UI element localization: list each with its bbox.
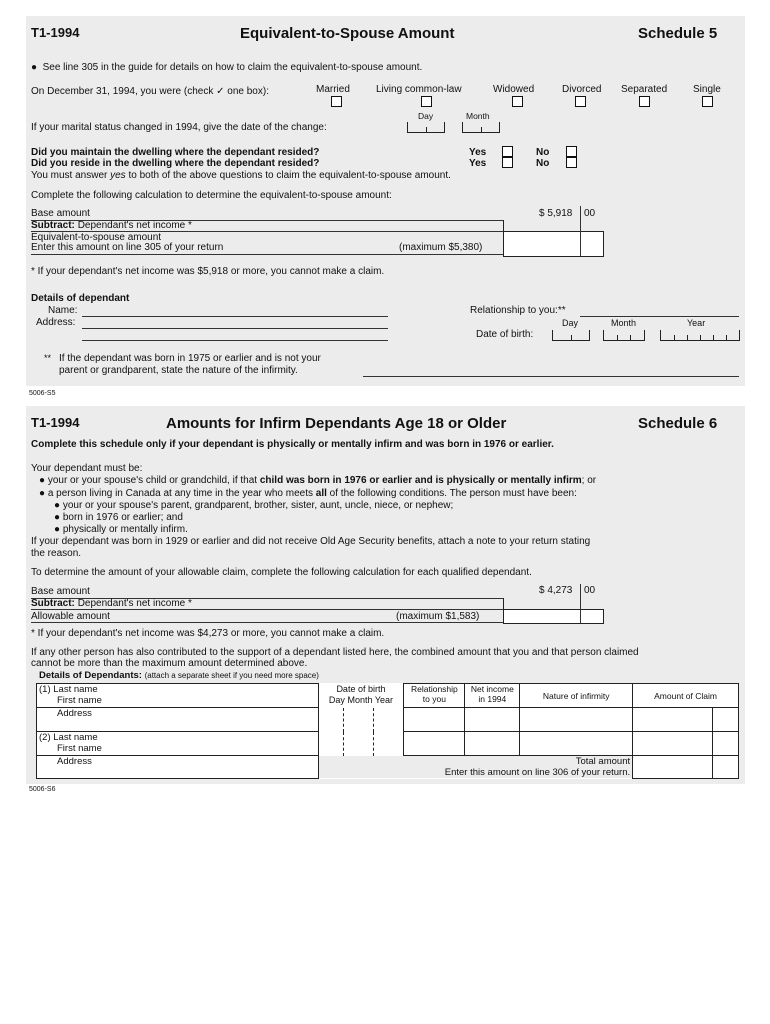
change-month-field[interactable] [462, 122, 500, 133]
row1-claim-dollars[interactable] [633, 708, 713, 732]
s6-combined-note-1: If any other person has also contributed to the support of a dependant listed here, the combined amount that you and that person claimed [31, 647, 639, 658]
status-checkbox-single[interactable] [702, 96, 713, 107]
row2-address-label: Address [57, 756, 92, 767]
s6-sub-bullet-3: ● physically or mentally infirm. [54, 524, 188, 535]
row2-last-name-label: (2) Last name [39, 732, 98, 743]
row2-dob-year[interactable] [374, 732, 404, 756]
total-amount-label: Total amount [575, 756, 631, 767]
dob-day-header: Day [328, 694, 345, 705]
status-checkbox-common-law[interactable] [421, 96, 432, 107]
s6-subtract-row: Subtract: Dependant's net income * [31, 598, 192, 609]
dob-month-header: Month [347, 694, 373, 705]
row2-last-name-cell[interactable] [37, 732, 319, 756]
row1-last-name-cell[interactable] [37, 684, 319, 708]
s5-name-field[interactable] [82, 316, 388, 317]
row1-first-name-label: First name [57, 695, 102, 706]
s6-form-id: T1-1994 [31, 415, 80, 430]
s5-footnote: * If your dependant's net income was $5,918 or more, you cannot make a claim. [31, 266, 385, 277]
net-income-header: Net income in 1994 [465, 684, 520, 708]
s5-enter-line-305: Enter this amount on line 305 of your return [31, 242, 224, 253]
row1-last-name-label: (1) Last name [39, 684, 98, 695]
total-label-cell [318, 756, 633, 779]
s5-maximum: (maximum $5,380) [399, 242, 483, 253]
s6-base-amount-label: Base amount [31, 586, 90, 597]
s5-address-field-1[interactable] [82, 328, 388, 329]
s5-dob-day-field[interactable] [552, 330, 590, 341]
maintain-no-checkbox[interactable] [566, 146, 577, 157]
status-label-widowed: Widowed [493, 84, 535, 95]
status-label-divorced: Divorced [562, 84, 602, 95]
dob-header: Date of birth Day Month Year [328, 683, 393, 705]
s6-bullet-1: ● your or your spouse's child or grandchild, if that child was born in 1976 or earlier and is physically or mentally infirm; or [39, 475, 597, 486]
reside-yes-checkbox[interactable] [502, 157, 513, 168]
maintain-yes-checkbox[interactable] [502, 146, 513, 157]
s5-status-prompt: On December 31, 1994, you were (check ✓ one box): [31, 86, 269, 97]
s5-relationship-field[interactable] [580, 316, 739, 317]
dob-year-header: Year [374, 694, 393, 705]
s5-form-id: T1-1994 [31, 25, 80, 40]
row1-dob-month[interactable] [344, 708, 374, 732]
s5-dob-year-label: Year [687, 318, 706, 328]
status-label-single: Single [693, 84, 721, 95]
s5-base-amount-cents: 00 [584, 208, 596, 219]
status-checkbox-widowed[interactable] [512, 96, 523, 107]
status-checkbox-separated[interactable] [639, 96, 650, 107]
row1-relationship[interactable] [404, 708, 465, 732]
row2-relationship[interactable] [404, 732, 465, 756]
s6-bullet-2: ● a person living in Canada at any time in the year who meets all of the following conditions. The person must have been: [39, 488, 577, 499]
s5-ets-amount-field[interactable] [503, 231, 604, 257]
s5-bullet-guide: ● See line 305 in the guide for details on how to claim the equivalent-to-spouse amount. [31, 62, 423, 73]
s5-base-amount-label: Base amount [31, 208, 90, 219]
s5-calc-intro: Complete the following calculation to determine the equivalent-to-spouse amount: [31, 190, 392, 201]
maintain-yes-label: Yes [469, 147, 487, 158]
s6-footnote: * If your dependant's net income was $4,273 or more, you cannot make a claim. [31, 628, 385, 639]
s6-title: Amounts for Infirm Dependants Age 18 or Older [166, 415, 507, 432]
s5-name-label: Name: [48, 305, 78, 316]
row1-address-cell[interactable] [37, 708, 319, 732]
bullet-icon: ● [39, 475, 46, 486]
row2-claim-dollars[interactable] [633, 732, 713, 756]
s5-infirm-note-line-1: If the dependant was born in 1975 or earlier and is not your [59, 353, 321, 364]
s6-form-code: 5006-S6 [29, 786, 56, 793]
row2-claim-cents[interactable] [713, 732, 739, 756]
total-enter-line-306: Enter this amount on line 306 of your return. [444, 767, 631, 778]
s5-ets-amount-label: Equivalent-to-spouse amount [31, 232, 162, 243]
reside-yes-label: Yes [469, 158, 487, 169]
s5-infirm-note-marker: ** [44, 353, 52, 363]
s6-must-be: Your dependant must be: [31, 463, 143, 474]
row2-dob-day[interactable] [318, 732, 344, 756]
row2-address-cell[interactable] [37, 756, 319, 779]
change-day-label: Day [418, 111, 434, 121]
s6-calc-intro: To determine the amount of your allowable claim, complete the following calculation for each qualified dependant. [31, 567, 532, 578]
s5-dob-month-field[interactable] [603, 330, 645, 341]
s5-details-title: Details of dependant [31, 293, 130, 304]
s6-sub-bullet-1: ● your or your spouse's parent, grandparent, brother, sister, aunt, uncle, niece, or nephew; [54, 500, 454, 511]
s5-address-field-2[interactable] [82, 340, 388, 341]
must-answer-note: You must answer yes to both of the above questions to claim the equivalent-to-spouse amount. [31, 170, 451, 181]
s6-base-amount-cents: 00 [584, 585, 596, 596]
s5-infirmity-field[interactable] [363, 376, 739, 377]
s6-combined-note-2: cannot be more than the maximum amount determined above. [31, 658, 308, 669]
row2-infirmity[interactable] [520, 732, 633, 756]
s5-title: Equivalent-to-Spouse Amount [240, 25, 455, 42]
relationship-header: Relationship to you [404, 684, 465, 708]
bullet-icon: ● [54, 500, 61, 511]
row2-first-name-label: First name [57, 743, 102, 754]
row1-dob-year[interactable] [374, 708, 404, 732]
reside-no-label: No [536, 158, 550, 169]
s6-maximum: (maximum $1,583) [396, 611, 480, 622]
row1-infirmity[interactable] [520, 708, 633, 732]
s5-dob-day-label: Day [562, 318, 579, 328]
check-mark-icon: ✓ [216, 86, 225, 97]
row1-address-label: Address [57, 708, 92, 719]
s6-dependants-table [36, 683, 739, 779]
bullet-icon: ● [31, 62, 38, 73]
s6-intro: Complete this schedule only if your dependant is physically or mentally infirm and was born in 1976 or earlier. [31, 439, 554, 450]
bullet-icon: ● [54, 512, 61, 523]
s5-schedule-label: Schedule 5 [638, 25, 718, 42]
change-date-prompt: If your marital status changed in 1994, give the date of the change: [31, 122, 327, 133]
change-day-field[interactable] [407, 122, 445, 133]
row1-claim-cents[interactable] [713, 708, 739, 732]
s5-address-label: Address: [36, 317, 76, 328]
s5-relationship-label: Relationship to you:** [470, 305, 566, 316]
status-label-common-law: Living common-law [376, 84, 462, 95]
s6-schedule-label: Schedule 6 [638, 415, 718, 432]
s6-allowable-label: Allowable amount [31, 611, 110, 622]
claim-header: Amount of Claim [633, 684, 739, 708]
s6-sub-bullet-2: ● born in 1976 or earlier; and [54, 512, 183, 523]
s5-base-amount-dollars: $ 5,918 [539, 208, 573, 219]
total-claim-cents[interactable] [713, 756, 739, 779]
s5-infirm-note-line-2: parent or grandparent, state the nature of the infirmity. [59, 365, 298, 376]
row2-dob-month[interactable] [344, 732, 374, 756]
s5-dob-month-label: Month [611, 318, 637, 328]
reside-no-checkbox[interactable] [566, 157, 577, 168]
status-label-married: Married [316, 84, 350, 95]
infirmity-header: Nature of infirmity [520, 684, 633, 708]
bullet-icon: ● [39, 488, 46, 499]
s6-details-title: Details of Dependants: (attach a separate sheet if you need more space) [39, 670, 319, 681]
status-label-separated: Separated [621, 84, 668, 95]
row2-net-income[interactable] [465, 732, 520, 756]
question-reside-dwelling: Did you reside in the dwelling where the dependant resided? [31, 158, 320, 169]
s5-dob-label: Date of birth: [476, 329, 534, 340]
bullet-icon: ● [54, 524, 61, 535]
s5-form-code: 5006-S5 [29, 390, 56, 397]
status-checkbox-divorced[interactable] [575, 96, 586, 107]
s5-subtract-row: Subtract: Dependant's net income * [31, 220, 192, 231]
status-checkbox-married[interactable] [331, 96, 342, 107]
s6-base-amount-dollars: $ 4,273 [539, 585, 573, 596]
s6-allowable-amount-field[interactable] [503, 609, 604, 624]
row1-net-income[interactable] [465, 708, 520, 732]
s6-oas-note-1: If your dependant was born in 1929 or earlier and did not receive Old Age Security benefits, attach a note to your return stating [31, 536, 591, 547]
s6-oas-note-2: the reason. [31, 548, 82, 559]
question-maintain-dwelling: Did you maintain the dwelling where the dependant resided? [31, 147, 320, 158]
row1-dob-day[interactable] [318, 708, 344, 732]
total-claim-dollars[interactable] [633, 756, 713, 779]
change-month-label: Month [466, 111, 490, 121]
s5-dob-year-field[interactable] [660, 330, 740, 341]
maintain-no-label: No [536, 147, 550, 158]
